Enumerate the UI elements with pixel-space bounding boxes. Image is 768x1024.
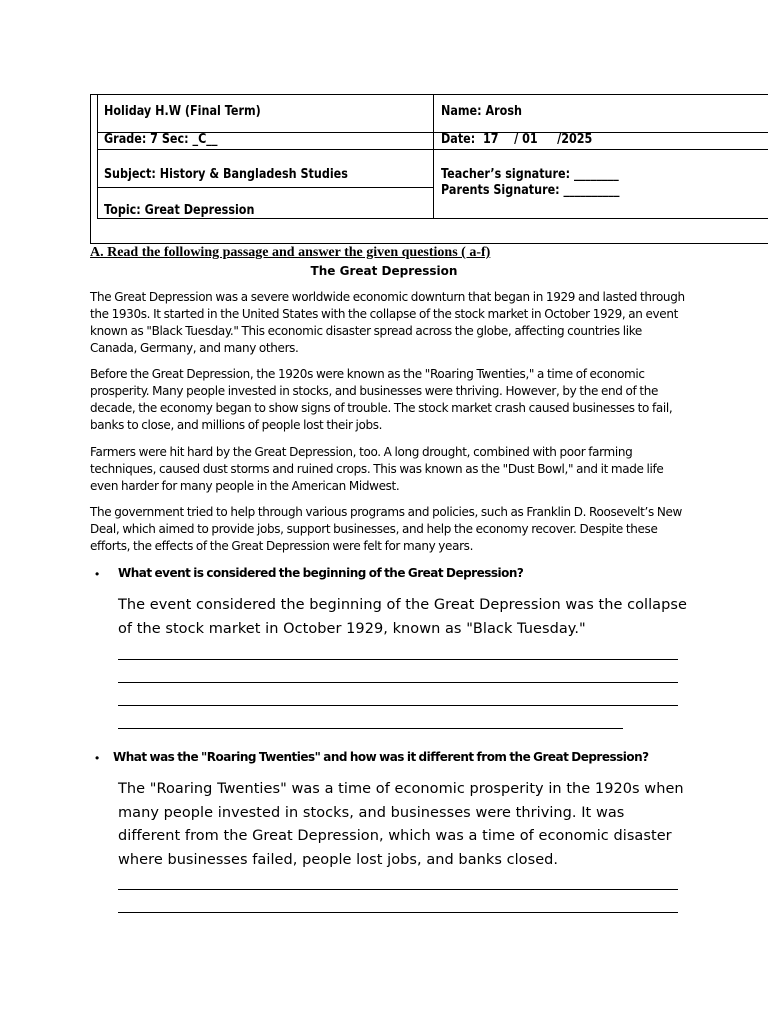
answer-line <box>118 705 678 706</box>
question-bullet: • <box>95 751 100 765</box>
question-text: What event is considered the beginning of the Great Depression? <box>118 566 524 580</box>
passage-paragraph: The Great Depression was a severe worldwide economic downturn that began in 1929 and lasted through the 1930s. It started in the United States with the collapse of the stock market in October 1929, an event known as "Black Tuesday." This economic disaster spread across the globe, affecting countries like Canada, Germany, and many others. <box>90 290 685 355</box>
header-grade-section: Grade: 7 Sec: _C__ <box>104 132 218 147</box>
answer-line <box>118 889 678 890</box>
question-text: What was the "Roaring Twenties" and how was it different from the Great Depression? <box>113 750 649 764</box>
section-heading: A. Read the following passage and answer the given questions ( a-f) <box>90 245 491 260</box>
passage-paragraph: Farmers were hit hard by the Great Depression, too. A long drought, combined with poor farming techniques, caused dust storms and ruined crops. This was known as the "Dust Bowl," and it made life even harder for many people in the American Midwest. <box>90 445 664 493</box>
header-column-divider <box>433 94 434 219</box>
answer-text: The event considered the beginning of the Great Depression was the collapse of the stock market in October 1929, known as "Black Tuesday." <box>118 597 687 637</box>
header-teacher-signature: Teacher’s signature: ________ <box>441 167 619 182</box>
passage-paragraph: Before the Great Depression, the 1920s were known as the "Roaring Twenties," a time of economic prosperity. Many people invested in stocks, and businesses were thriving. However, by the end of the decade, the economy began to show signs of trouble. The stock market crash caused businesses to fail, banks to close, and millions of people lost their jobs. <box>90 367 673 432</box>
passage-paragraph: The government tried to help through various programs and policies, such as Franklin D. Roosevelt’s New Deal, which aimed to provide jobs, support businesses, and help the economy recover. Despite these efforts, the effects of the Great Depression were felt for many years. <box>90 505 682 553</box>
answer-line <box>118 659 678 660</box>
header-parents-signature: Parents Signature: __________ <box>441 183 620 198</box>
header-topic: Topic: Great Depression <box>104 203 255 218</box>
question-bullet: • <box>95 567 100 581</box>
header-date: Date: 17 / 01 /2025 <box>441 132 593 147</box>
answer-line <box>118 912 678 913</box>
header-subject: Subject: History & Bangladesh Studies <box>104 167 348 182</box>
answer-text: The "Roaring Twenties" was a time of economic prosperity in the 1920s when many people invested in stocks, and businesses were thriving. It was different from the Great Depression, which was a time of economic disaster where businesses failed, people lost jobs, and banks closed. <box>118 781 684 868</box>
header-student-name: Name: Arosh <box>441 104 522 119</box>
answer-line <box>118 682 678 683</box>
header-title: Holiday H.W (Final Term) <box>104 104 261 119</box>
header-row-divider-3 <box>97 187 433 188</box>
passage-title: The Great Depression <box>310 264 458 278</box>
answer-line <box>118 728 623 729</box>
